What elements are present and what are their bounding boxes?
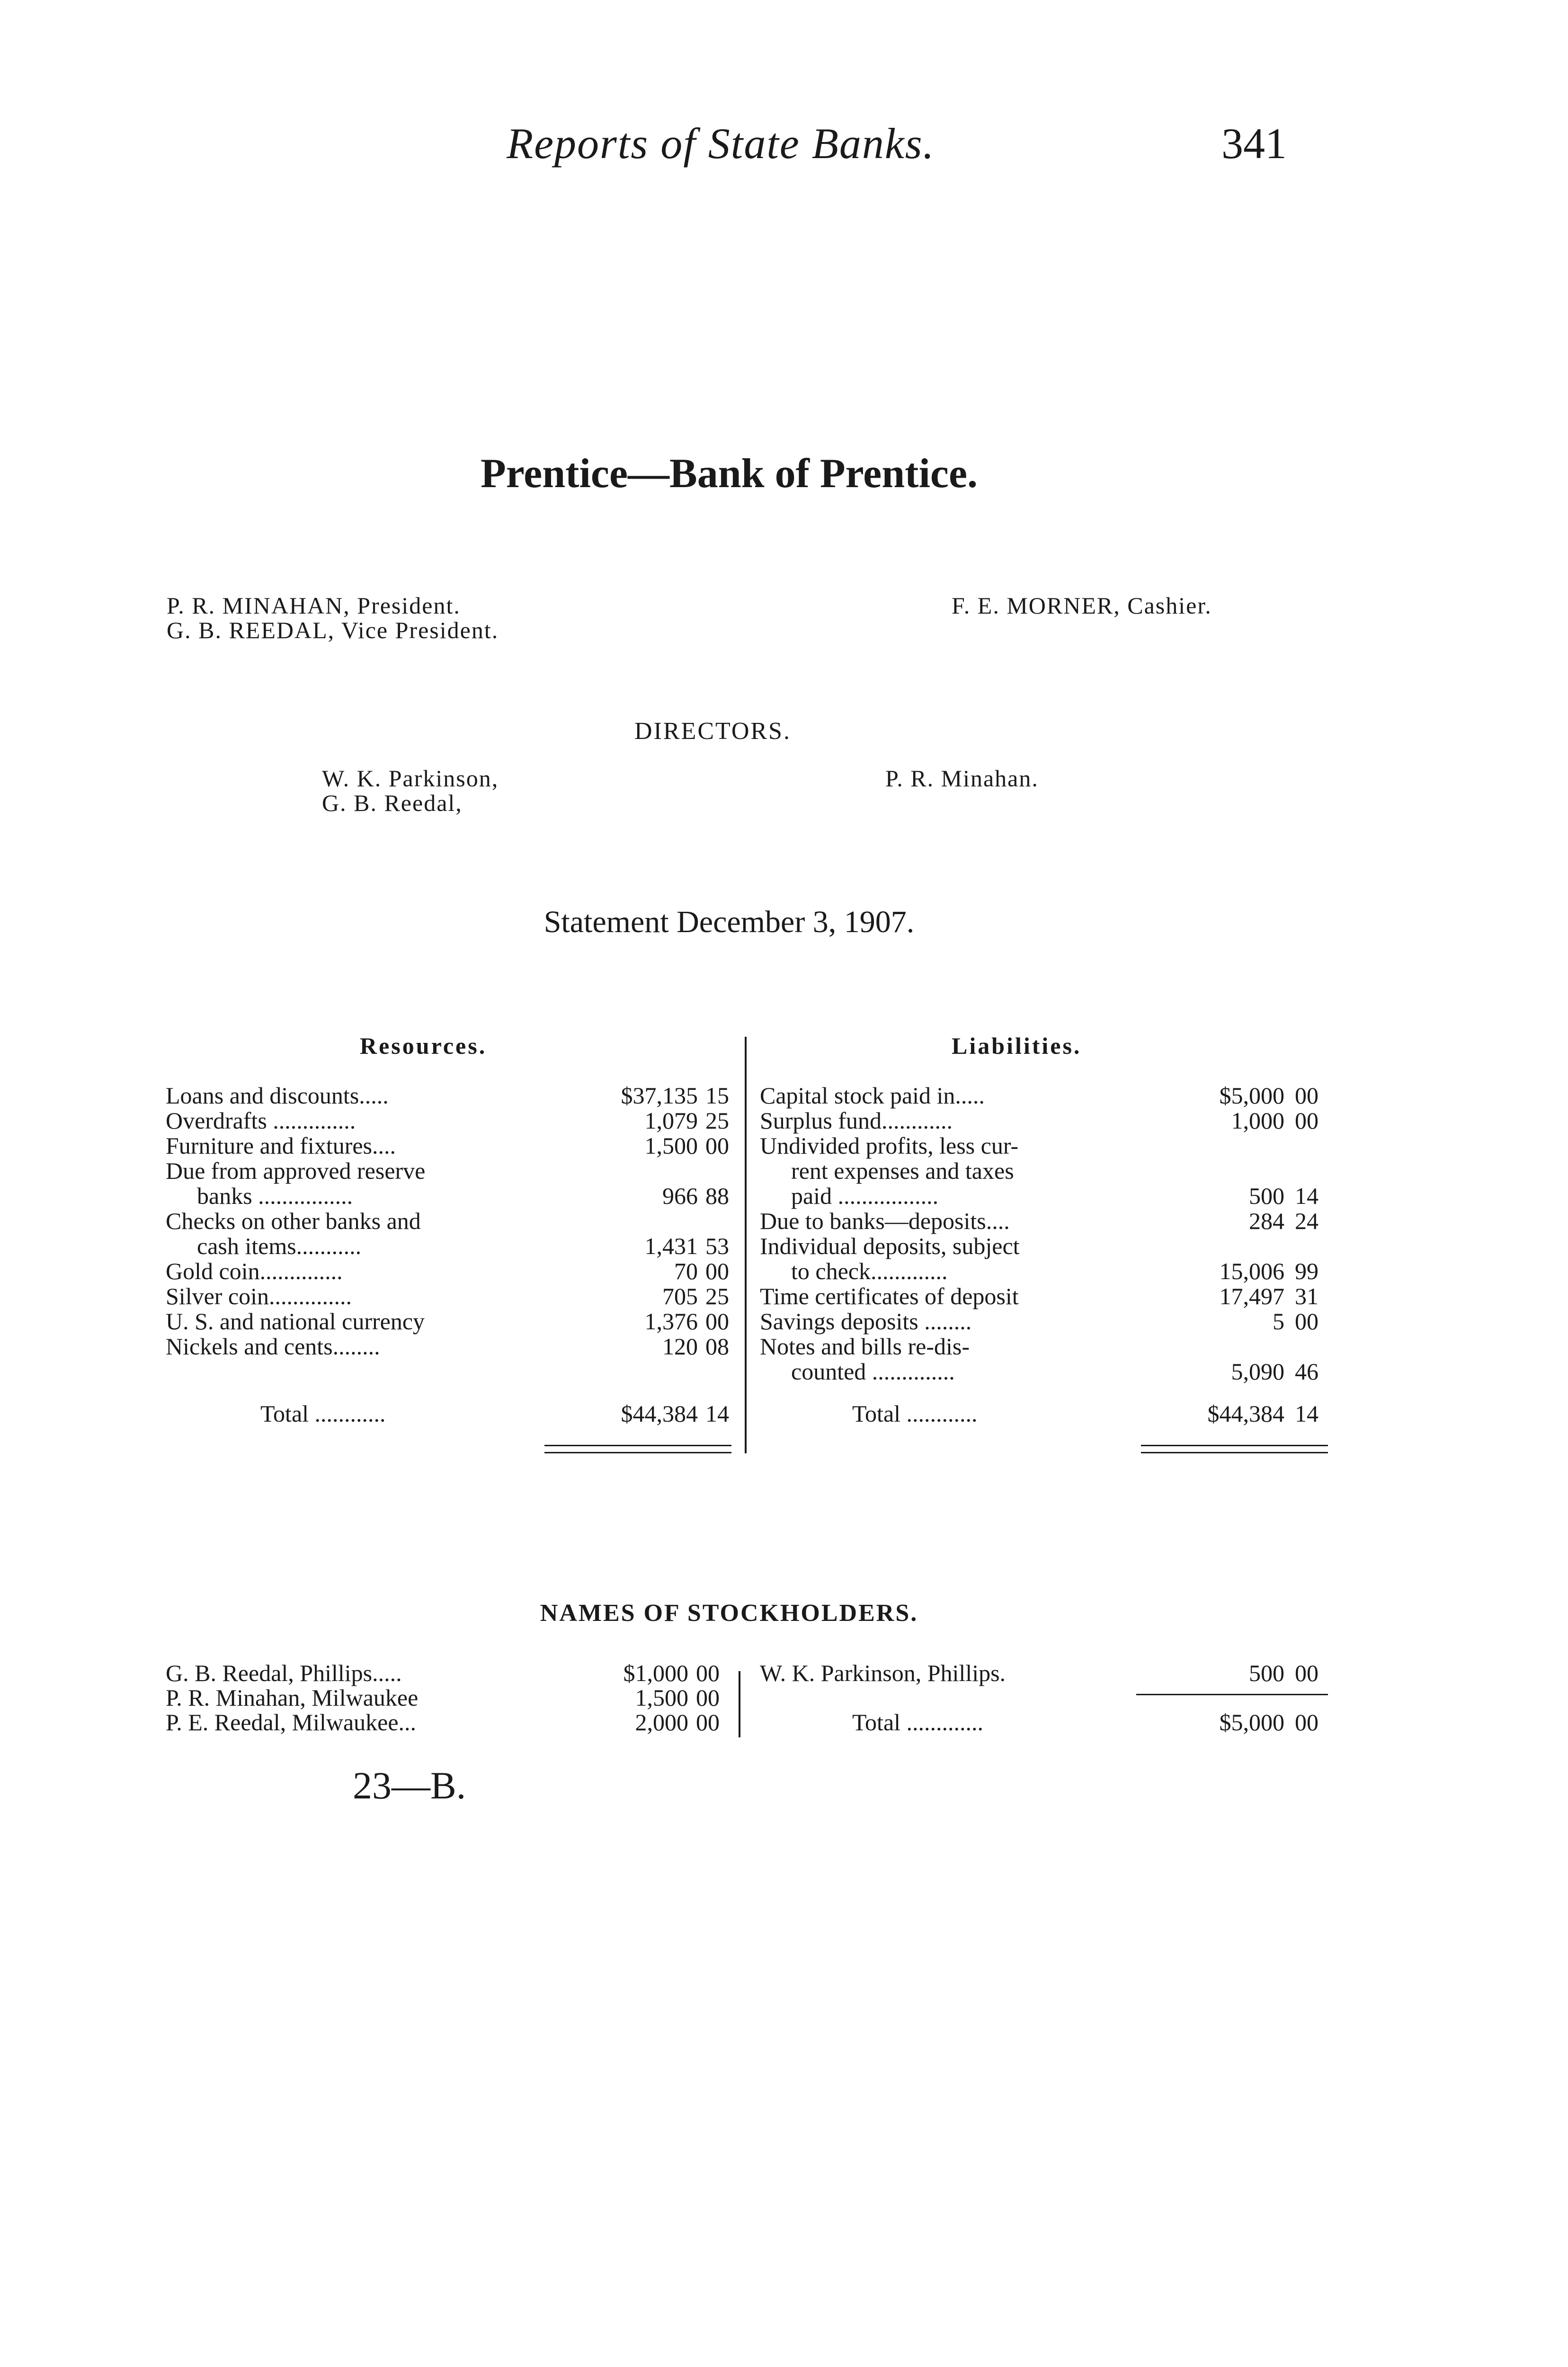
row-cents: 46 (1295, 1358, 1319, 1385)
row-cents: 00 (1295, 1308, 1319, 1335)
total-label: Total ............ (260, 1400, 386, 1427)
row-dollars: 5 (1273, 1308, 1284, 1335)
row-dollars: 966 (662, 1183, 698, 1209)
stockholder-name: W. K. Parkinson, Phillips. (760, 1660, 1006, 1686)
row-cents: 00 (705, 1132, 729, 1159)
stockholder-dollars: 2,000 (635, 1709, 688, 1735)
running-head: Reports of State Banks. (507, 119, 935, 168)
stockholder-cents: 00 (696, 1709, 720, 1735)
total-cents: 14 (1295, 1400, 1319, 1427)
row-label: banks ................ (197, 1183, 353, 1209)
row-label: Capital stock paid in..... (760, 1082, 985, 1109)
row-dollars: 1,500 (644, 1132, 698, 1159)
stockholder-name: P. E. Reedal, Milwaukee... (166, 1709, 417, 1735)
stockholder-name: G. B. Reedal, Phillips..... (166, 1660, 402, 1686)
row-label: Furniture and fixtures.... (166, 1132, 396, 1159)
row-dollars: 500 (1249, 1183, 1284, 1209)
row-label: Savings deposits ........ (760, 1308, 972, 1335)
row-label: Nickels and cents........ (166, 1333, 380, 1360)
row-dollars: 70 (674, 1258, 698, 1284)
row-label: Notes and bills re-dis- (760, 1333, 970, 1360)
officer-vice-president: G. B. REEDAL, Vice President. (167, 617, 499, 643)
row-label: Time certificates of deposit (760, 1283, 1019, 1309)
row-dollars: 15,006 (1219, 1258, 1284, 1284)
double-rule (544, 1445, 731, 1453)
row-label: counted .............. (791, 1358, 955, 1385)
total-cents: 00 (1295, 1709, 1319, 1735)
row-cents: 99 (1295, 1258, 1319, 1284)
stockholder-dollars: 1,500 (635, 1684, 688, 1711)
row-cents: 00 (1295, 1082, 1319, 1109)
row-cents: 08 (705, 1333, 729, 1360)
row-label: Individual deposits, subject (760, 1233, 1020, 1259)
row-cents: 88 (705, 1183, 729, 1209)
stockholders-heading: NAMES OF STOCKHOLDERS. (540, 1600, 918, 1627)
row-label: Checks on other banks and (166, 1208, 421, 1234)
row-cents: 25 (705, 1283, 729, 1309)
total-rule (1136, 1694, 1328, 1695)
row-label: Gold coin.............. (166, 1258, 343, 1284)
row-label: paid ................. (791, 1183, 939, 1209)
column-divider (739, 1671, 740, 1737)
stockholder-dollars: $1,000 (623, 1660, 688, 1686)
row-dollars: 1,000 (1231, 1107, 1284, 1134)
total-label: Total ............ (852, 1400, 978, 1427)
row-label: Silver coin.............. (166, 1283, 352, 1309)
row-dollars: 1,079 (644, 1107, 698, 1134)
statement-heading: Statement December 3, 1907. (543, 905, 915, 939)
row-cents: 31 (1295, 1283, 1319, 1309)
row-dollars: 17,497 (1219, 1283, 1284, 1309)
double-rule (1141, 1445, 1328, 1453)
row-dollars: 1,376 (644, 1308, 698, 1335)
resources-heading: Resources. (360, 1032, 487, 1059)
officer-cashier: F. E. MORNER, Cashier. (952, 592, 1212, 619)
total-label: Total ............. (852, 1709, 984, 1735)
director-name: G. B. Reedal, (322, 790, 463, 816)
row-dollars: 120 (662, 1333, 698, 1360)
bank-title: Prentice—Bank of Prentice. (480, 451, 978, 497)
stockholder-cents: 00 (1295, 1660, 1319, 1686)
officer-president: P. R. MINAHAN, President. (167, 592, 461, 619)
row-dollars: 1,431 (644, 1233, 698, 1259)
signature-mark: 23—B. (353, 1764, 466, 1807)
row-cents: 00 (1295, 1107, 1319, 1134)
row-dollars: 284 (1249, 1208, 1284, 1234)
director-name: W. K. Parkinson, (322, 765, 499, 792)
row-label: Due to banks—deposits.... (760, 1208, 1010, 1234)
total-dollars: $44,384 (1207, 1400, 1284, 1427)
liabilities-heading: Liabilities. (952, 1032, 1082, 1059)
stockholder-dollars: 500 (1249, 1660, 1284, 1686)
row-label: U. S. and national currency (166, 1308, 425, 1335)
row-cents: 14 (1295, 1183, 1319, 1209)
row-label: cash items........... (197, 1233, 362, 1259)
row-dollars: $5,000 (1219, 1082, 1284, 1109)
row-label: Undivided profits, less cur- (760, 1132, 1019, 1159)
row-dollars: $37,135 (621, 1082, 698, 1109)
stockholder-name: P. R. Minahan, Milwaukee (166, 1684, 419, 1711)
row-label: Loans and discounts..... (166, 1082, 389, 1109)
total-dollars: $5,000 (1219, 1709, 1284, 1735)
row-label: to check............. (791, 1258, 948, 1284)
row-dollars: 5,090 (1231, 1358, 1284, 1385)
row-cents: 24 (1295, 1208, 1319, 1234)
column-divider (745, 1037, 747, 1453)
row-cents: 53 (705, 1233, 729, 1259)
row-label: Surplus fund............ (760, 1107, 953, 1134)
row-cents: 15 (705, 1082, 729, 1109)
row-label: Due from approved reserve (166, 1157, 426, 1184)
total-cents: 14 (705, 1400, 729, 1427)
row-label: rent expenses and taxes (791, 1157, 1014, 1184)
stockholder-cents: 00 (696, 1684, 720, 1711)
page-number: 341 (1221, 119, 1287, 168)
row-label: Overdrafts .............. (166, 1107, 356, 1134)
row-cents: 25 (705, 1107, 729, 1134)
directors-heading: DIRECTORS. (634, 718, 791, 745)
row-cents: 00 (705, 1258, 729, 1284)
director-name: P. R. Minahan. (885, 765, 1039, 792)
stockholder-cents: 00 (696, 1660, 720, 1686)
row-cents: 00 (705, 1308, 729, 1335)
row-dollars: 705 (662, 1283, 698, 1309)
total-dollars: $44,384 (621, 1400, 698, 1427)
